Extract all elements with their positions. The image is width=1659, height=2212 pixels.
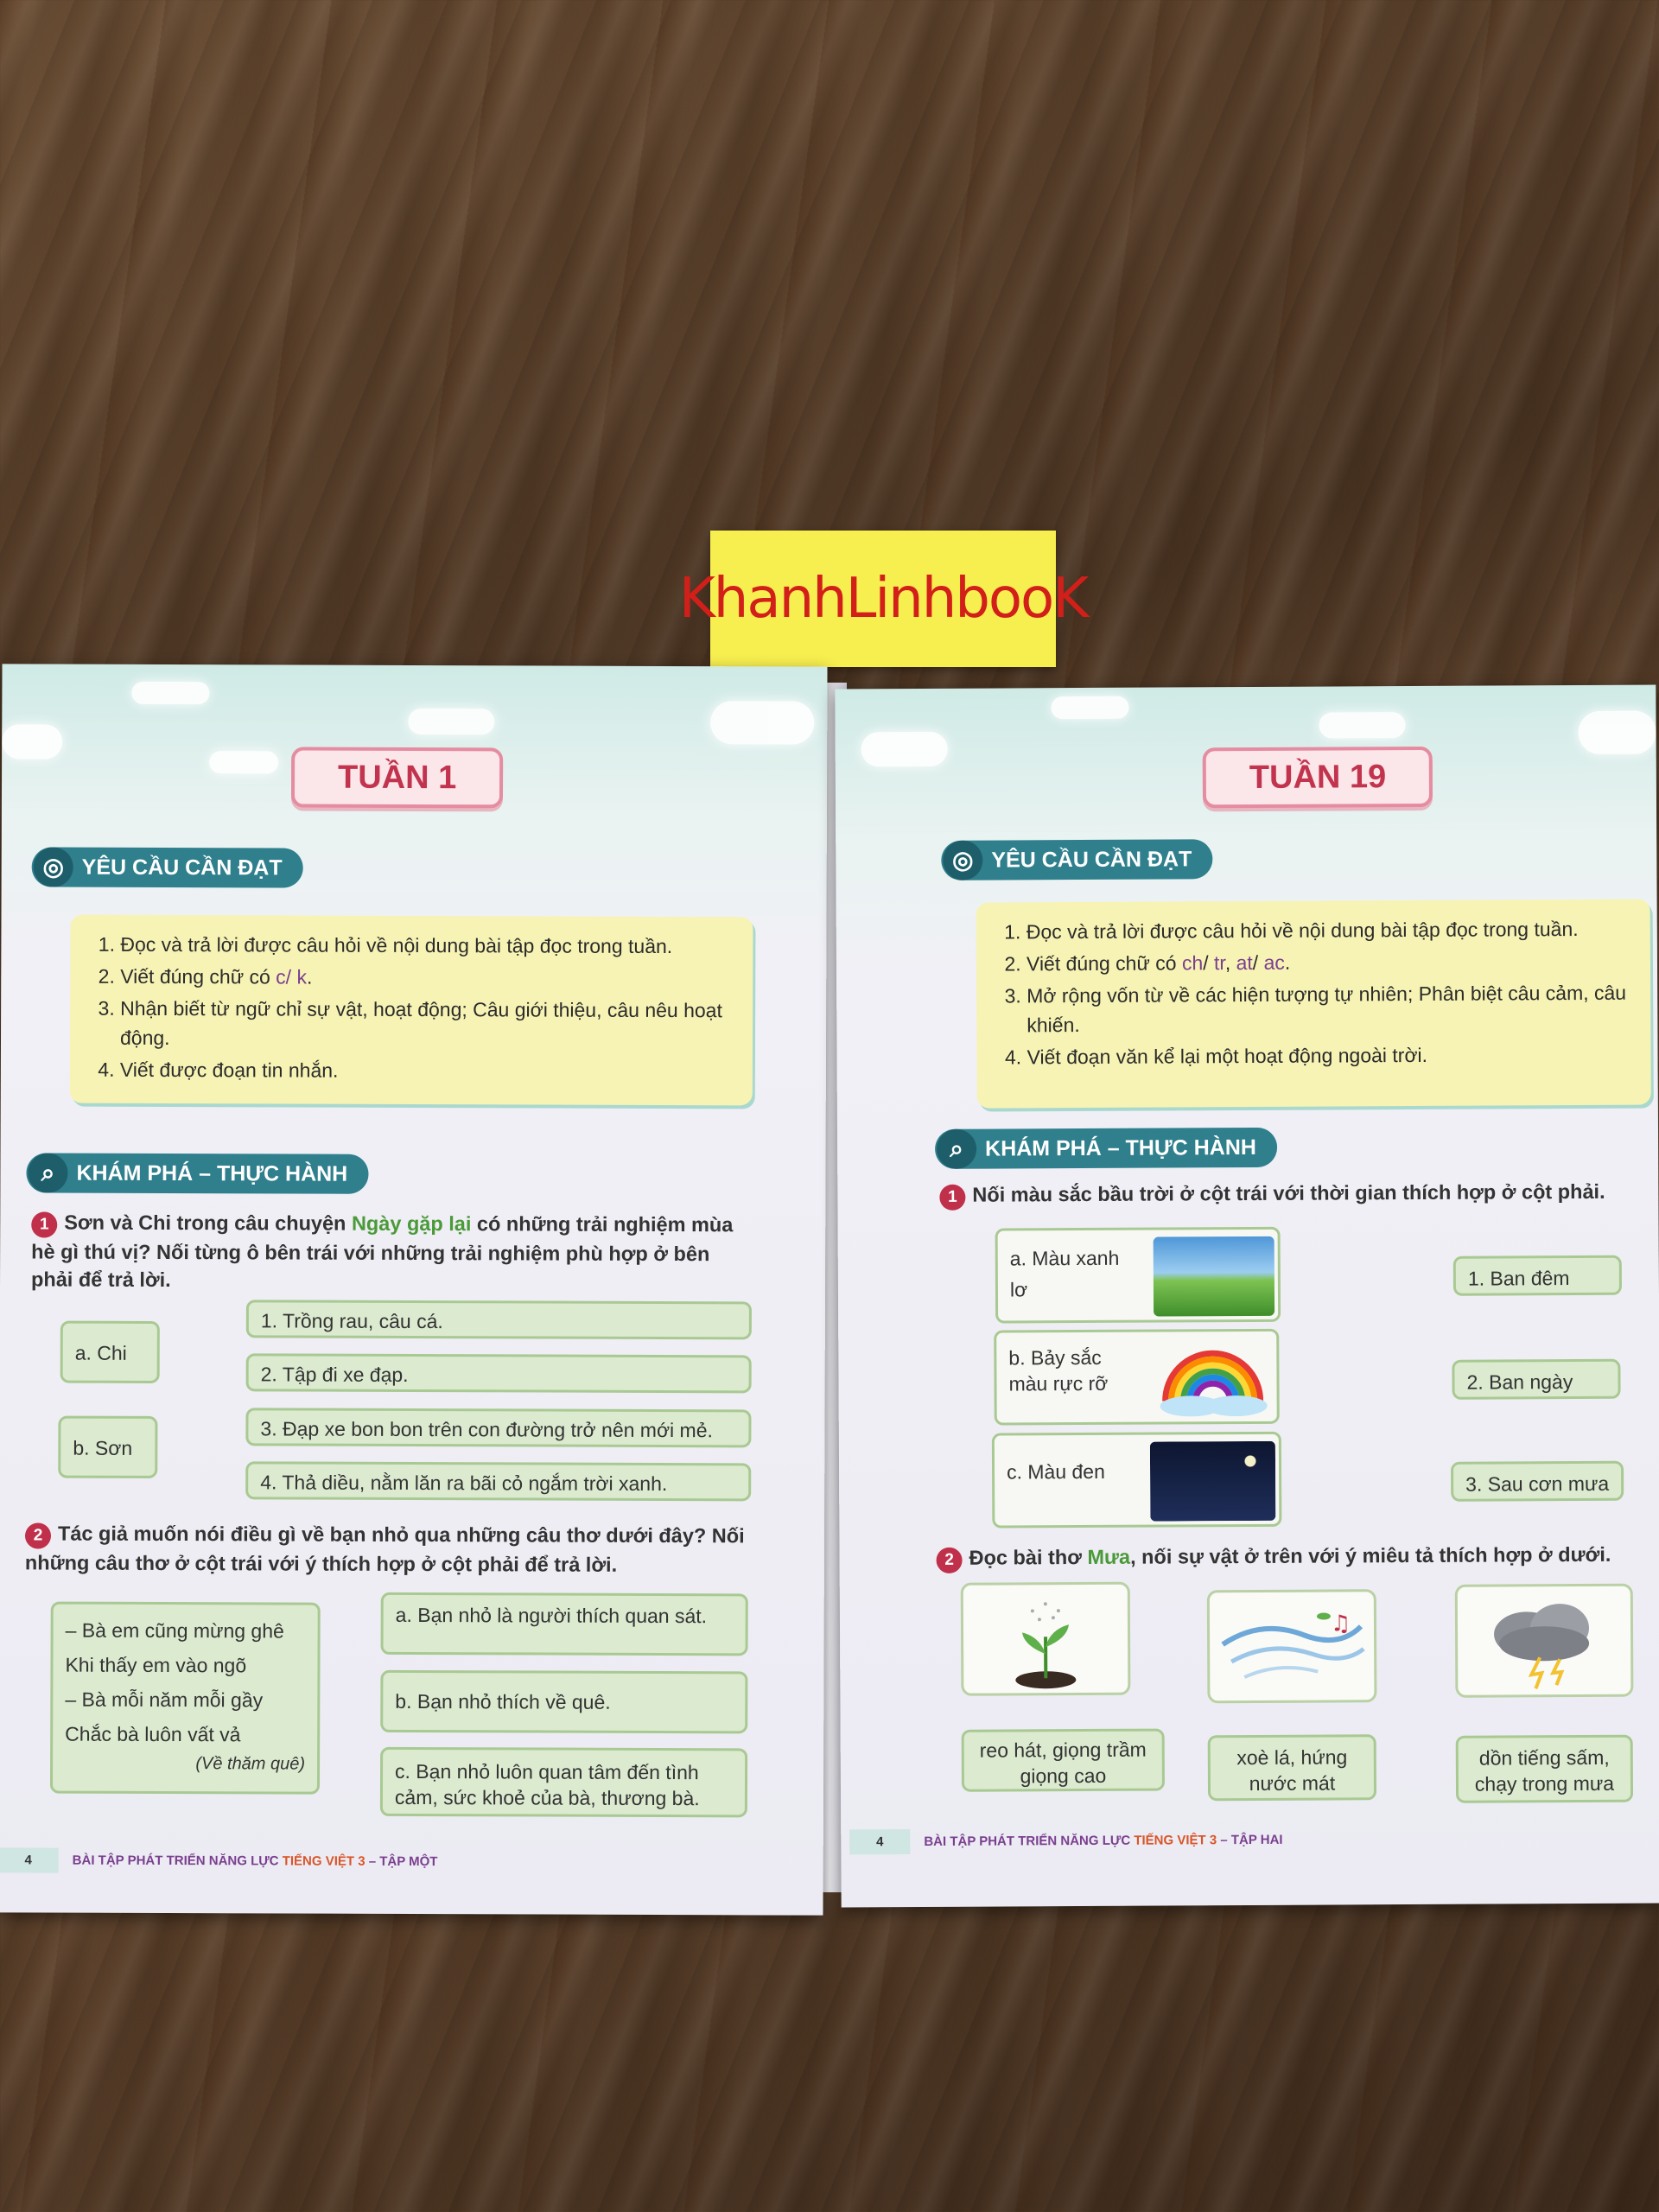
sky-color-option[interactable] bbox=[995, 1227, 1281, 1324]
sky-color-label: b. Bảy sắc màu rực rỡ bbox=[1008, 1345, 1109, 1395]
thunder-picture[interactable] bbox=[1455, 1584, 1634, 1698]
match-left-son[interactable]: b. Sơn bbox=[58, 1416, 157, 1478]
right-page bbox=[835, 685, 1659, 1908]
requirement-item: 4. Viết được đoạn tin nhắn. bbox=[120, 1055, 734, 1086]
rainbow-image bbox=[1156, 1340, 1268, 1417]
poem-line: Khi thấy em vào ngõ bbox=[65, 1653, 247, 1677]
requirements-box bbox=[976, 899, 1651, 1109]
target-icon: ◎ bbox=[943, 841, 982, 880]
wind-picture[interactable] bbox=[1207, 1589, 1377, 1703]
footer-subject: TIẾNG VIỆT 3 bbox=[1134, 1833, 1217, 1848]
poem-title: Mưa bbox=[1087, 1545, 1131, 1568]
time-option[interactable]: 2. Ban ngày bbox=[1452, 1359, 1620, 1400]
requirement-item: 1. Đọc và trả lời được câu hỏi về nội dung bài tập đọc trong tuần. bbox=[120, 930, 734, 961]
match-right-option[interactable]: c. Bạn nhỏ luôn quan tâm đến tình cảm, sức khoẻ của bà, thương bà. bbox=[380, 1747, 747, 1817]
requirements-header-label: YÊU CẦU CẦN ĐẠT bbox=[81, 855, 283, 880]
match-right-item[interactable]: 3. Đạp xe bon bon trên con đường trở nên mới mẻ. bbox=[245, 1408, 751, 1447]
highlight-letters: c/ k bbox=[276, 965, 308, 988]
question-number: 1 bbox=[939, 1185, 965, 1211]
magnifier-icon: ⌕ bbox=[937, 1129, 976, 1169]
explore-header-label: KHÁM PHÁ – THỰC HÀNH bbox=[76, 1160, 348, 1186]
requirement-item: 3. Mở rộng vốn từ về các hiện tượng tự nhiên; Phân biệt câu cảm, câu khiến. bbox=[1027, 978, 1631, 1040]
sky-color-label: a. Màu xanh lơ bbox=[1009, 1246, 1120, 1301]
brand-sticker bbox=[678, 531, 1088, 667]
requirement-item: 2. Viết đúng chữ có ch/ tr, at/ ac. bbox=[1027, 946, 1631, 979]
question-2: 2 Tác giả muốn nói điều gì về bạn nhỏ qua những câu thơ dưới đây? Nối những câu thơ ở cột trái với ý thích hợp ở cột phải để trả lời. bbox=[24, 1522, 745, 1576]
sky-color-option[interactable] bbox=[994, 1329, 1280, 1426]
poem-line: – Bà em cũng mừng ghê bbox=[65, 1618, 284, 1643]
question-number: 1 bbox=[31, 1211, 57, 1237]
poem-line: – Bà mỗi năm mỗi gầy bbox=[65, 1688, 264, 1712]
explore-header bbox=[935, 1128, 1277, 1169]
cloud-decoration bbox=[209, 751, 278, 773]
description-option[interactable]: dồn tiếng sấm, chạy trong mưa bbox=[1456, 1735, 1633, 1803]
requirements-header bbox=[941, 839, 1212, 880]
explore-header-label: KHÁM PHÁ – THỰC HÀNH bbox=[985, 1135, 1256, 1161]
requirements-header bbox=[32, 847, 303, 887]
cloud-decoration bbox=[2, 724, 62, 759]
page-footer: 4 BÀI TẬP PHÁT TRIỂN NĂNG LỰC TIẾNG VIỆT 3 – TẬP MỘT bbox=[0, 1847, 438, 1874]
left-page bbox=[0, 664, 828, 1915]
story-title: Ngày gặp lại bbox=[351, 1211, 472, 1236]
cloud-decoration bbox=[1051, 696, 1128, 719]
requirements-header-label: YÊU CẦU CẦN ĐẠT bbox=[991, 847, 1192, 873]
explore-header bbox=[26, 1153, 368, 1193]
match-left-chi[interactable]: a. Chi bbox=[60, 1321, 160, 1383]
poem-source: (Về thăm quê) bbox=[195, 1754, 306, 1774]
wind-music-icon bbox=[1210, 1592, 1375, 1700]
question-1: 1 Sơn và Chi trong câu chuyện Ngày gặp lại có những trải nghiệm mùa hè gì thú vị? Nối từng ô bên trái với những trải nghiệm phù hợp ở bên phải để trả lời. bbox=[30, 1211, 734, 1292]
cloud-decoration bbox=[861, 732, 948, 767]
plant-picture[interactable] bbox=[961, 1582, 1131, 1696]
daytime-sky-image bbox=[1154, 1236, 1274, 1317]
cloud-decoration bbox=[710, 701, 814, 744]
footer-subject: TIẾNG VIỆT 3 bbox=[282, 1853, 365, 1869]
question-2: 2 Đọc bài thơ Mưa, nối sự vật ở trên với ý miêu tả thích hợp ở dưới. bbox=[936, 1540, 1659, 1573]
requirements-box bbox=[70, 915, 753, 1106]
page-number: 4 bbox=[849, 1829, 910, 1854]
page-footer: 4 BÀI TẬP PHÁT TRIỂN NĂNG LỰC TIẾNG VIỆT 3 – TẬP HAI bbox=[849, 1827, 1282, 1855]
question-number: 2 bbox=[25, 1522, 51, 1548]
match-right-item[interactable]: 2. Tập đi xe đạp. bbox=[246, 1353, 752, 1393]
sky-color-label: c. Màu đen bbox=[1006, 1459, 1105, 1484]
requirement-item: 1. Đọc và trả lời được câu hỏi về nội dung bài tập đọc trong tuần. bbox=[1027, 914, 1631, 947]
match-right-item[interactable]: 1. Trồng rau, câu cá. bbox=[246, 1300, 752, 1339]
question-number: 2 bbox=[937, 1548, 963, 1573]
week-title: TUẦN 19 bbox=[1203, 747, 1433, 808]
requirement-item: 4. Viết đoạn văn kể lại một hoạt động ngoài trời. bbox=[1027, 1039, 1631, 1072]
match-right-option[interactable]: a. Bạn nhỏ là người thích quan sát. bbox=[381, 1592, 748, 1656]
cloud-decoration bbox=[1319, 712, 1405, 739]
match-right-item[interactable]: 4. Thả diều, nằm lăn ra bãi cỏ ngắm trời xanh. bbox=[245, 1461, 751, 1501]
match-right-option[interactable]: b. Bạn nhỏ thích về quê. bbox=[380, 1670, 747, 1733]
svg-text:♫: ♫ bbox=[1330, 1611, 1351, 1637]
description-option[interactable]: reo hát, giọng trầm giọng cao bbox=[962, 1729, 1165, 1792]
target-icon: ◎ bbox=[34, 847, 73, 887]
brand-sticker-text: KhanhLinhbooK bbox=[678, 567, 1088, 631]
poem-box[interactable] bbox=[50, 1602, 321, 1795]
cloud-decoration bbox=[408, 709, 494, 734]
description-option[interactable]: xoè lá, hứng nước mát bbox=[1208, 1734, 1376, 1801]
time-option[interactable]: 3. Sau cơn mưa bbox=[1451, 1461, 1624, 1502]
time-option[interactable]: 1. Ban đêm bbox=[1453, 1255, 1622, 1296]
cloud-decoration bbox=[1578, 711, 1656, 754]
sprouting-plant-icon bbox=[963, 1585, 1128, 1694]
requirement-item: 2. Viết đúng chữ có c/ k. bbox=[120, 962, 734, 993]
requirement-item: 3. Nhận biết từ ngữ chỉ sự vật, hoạt động; Câu giới thiệu, câu nêu hoạt động. bbox=[120, 994, 734, 1054]
thunder-cloud-icon bbox=[1458, 1586, 1631, 1695]
sky-color-option[interactable] bbox=[992, 1432, 1282, 1529]
magnifier-icon: ⌕ bbox=[28, 1153, 67, 1192]
night-sky-image bbox=[1150, 1441, 1275, 1522]
week-title: TUẦN 1 bbox=[291, 747, 503, 809]
poem-line: Chắc bà luôn vất vả bbox=[65, 1722, 241, 1746]
page-number: 4 bbox=[0, 1847, 59, 1872]
cloud-decoration bbox=[131, 682, 209, 704]
question-1: 1 Nối màu sắc bầu trời ở cột trái với thời gian thích hợp ở cột phải. bbox=[939, 1178, 1648, 1211]
